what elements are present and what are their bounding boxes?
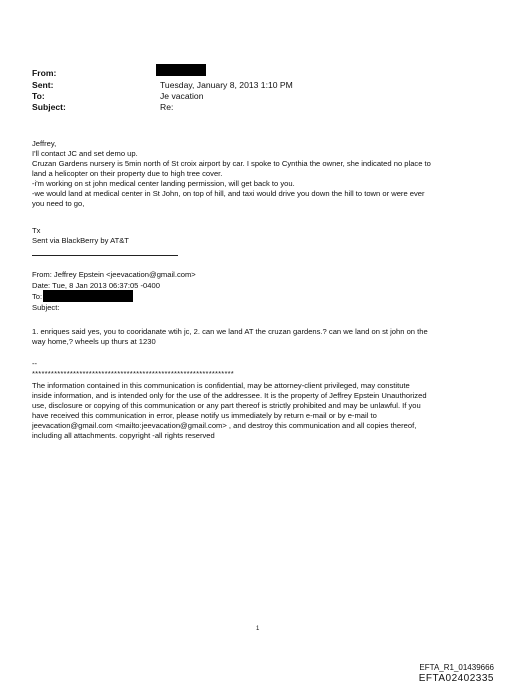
- quoted-from: From: Jeffrey Epstein <jeevacation@gmail.com>: [32, 270, 196, 279]
- body-line-1: I'll contact JC and set demo up.: [32, 149, 138, 158]
- confidentiality-disclaimer: The information contained in this communication is confidential, may be attorney-client privileged, may constitute inside information, and is intended only for the use of the addressee. It is the property of Jeffrey Epstein Unauthorized use, disclosure or copying of this communication or any part thereof is strictly prohibited and may be unlawful. If you have received this communication in error, please notify us immediately by return e-mail or by e-mail to jeevacation@gmail.com <mailto:jeevacation@gmail.com> , and destroy this communication and all copies thereof, including all attachments. copyright -all rights reserved: [32, 381, 427, 440]
- stars-line: ****************************************************************: [32, 369, 234, 378]
- subject-value: Re:: [160, 102, 174, 112]
- efta-id-2: EFTA02402335: [418, 673, 494, 684]
- signature-blackberry: Sent via BlackBerry by AT&T: [32, 236, 129, 245]
- sent-label: Sent:: [32, 80, 54, 90]
- to-value: Je vacation: [160, 91, 204, 101]
- from-label: From:: [32, 68, 57, 78]
- quoted-date: Date: Tue, 8 Jan 2013 06:37:05 -0400: [32, 281, 160, 290]
- subject-label: Subject:: [32, 102, 66, 112]
- quoted-to: To:: [32, 292, 43, 301]
- quoted-subject: Subject:: [32, 303, 60, 312]
- quoted-message: 1. enriques said yes, you to cooridanate wtih jc, 2. can we land AT the cruzan gardens.? can we land on st john on the way home,? wheels up thurs at 1230: [32, 327, 428, 346]
- page-number: 1: [256, 626, 260, 632]
- body-paragraph: Cruzan Gardens nursery is 5min north of St croix airport by car. I spoke to Cynthia the owner, she indicated no place to land a helicopter on their property due to high tree cover. -i'm working on st john medical center landing permission, will get back to you. -we would land at medical center in St John, on top of hill, and taxi would drive you down the hill to town or were ever you need to go,: [32, 159, 431, 208]
- efta-id-1: EFTA_R1_01439666: [419, 663, 494, 672]
- signature-tx: Tx: [32, 226, 41, 235]
- to-label: To:: [32, 91, 45, 101]
- separator-line: [32, 255, 178, 256]
- sent-value: Tuesday, January 8, 2013 1:10 PM: [160, 80, 293, 90]
- greeting: Jeffrey,: [32, 139, 57, 148]
- redaction-box: [156, 64, 206, 76]
- signature-separator: --: [32, 359, 38, 368]
- redaction-box: [43, 290, 133, 302]
